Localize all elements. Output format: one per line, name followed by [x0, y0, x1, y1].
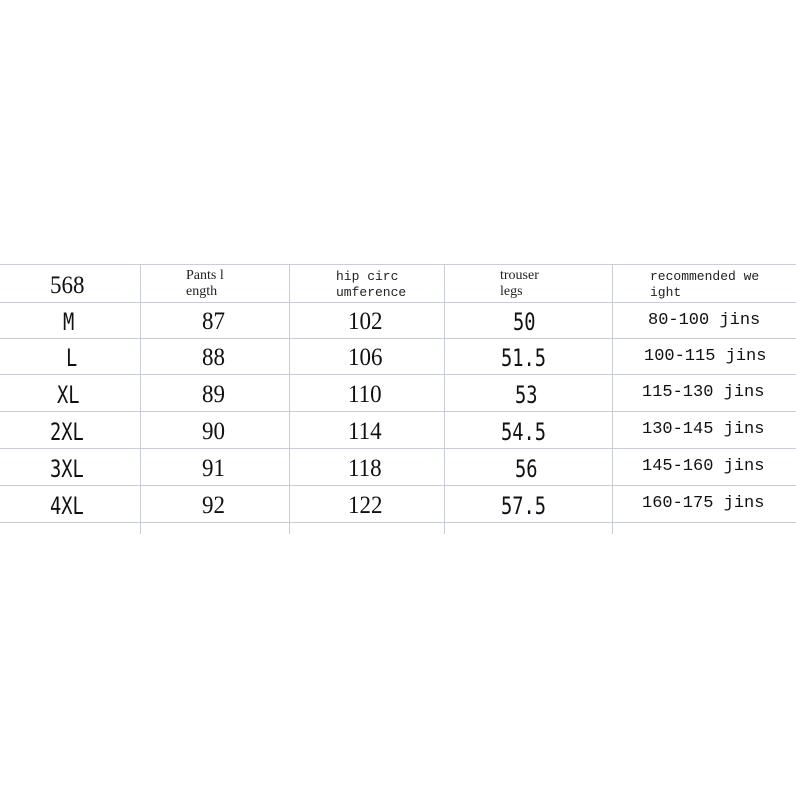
header-size-code: 568 [50, 272, 85, 299]
header-line: recommended we [650, 269, 760, 284]
weight-cell: 80-100 jins [648, 311, 761, 330]
header-line: Pants l [186, 268, 224, 283]
column-divider [140, 264, 141, 534]
pants-length-cell: 90 [202, 418, 225, 445]
header-line: hip circ [336, 269, 399, 284]
hip-cell: 114 [348, 418, 382, 445]
header-line: umference [336, 285, 407, 300]
header-line: legs [500, 284, 523, 299]
pants-length-cell: 92 [202, 492, 225, 519]
header-line: ight [650, 285, 682, 300]
weight-cell: 160-175 jins [642, 494, 765, 513]
row-divider [0, 411, 796, 412]
pants-length-cell: 91 [202, 455, 225, 482]
size-cell: 4XL [50, 492, 84, 520]
row-divider [0, 522, 796, 523]
table-border-top [0, 264, 796, 265]
column-divider [444, 264, 445, 534]
trouser-legs-cell: 50 [513, 308, 536, 336]
header-pants-length [186, 268, 224, 300]
trouser-legs-cell: 56 [515, 455, 538, 483]
trouser-legs-cell: 53 [515, 381, 538, 409]
size-cell: 2XL [50, 418, 84, 446]
header-line: trouser [500, 268, 539, 283]
hip-cell: 122 [348, 492, 383, 519]
trouser-legs-cell: 54.5 [501, 418, 547, 446]
trouser-legs-cell: 51.5 [501, 344, 547, 372]
column-divider [612, 264, 613, 534]
hip-cell: 102 [348, 308, 383, 335]
pants-length-cell: 88 [202, 344, 225, 371]
pants-length-cell: 89 [202, 381, 225, 408]
hip-cell: 118 [348, 455, 382, 482]
weight-cell: 100-115 jins [644, 347, 767, 366]
header-line: ength [186, 284, 218, 299]
size-cell: XL [57, 381, 80, 409]
row-divider [0, 374, 796, 375]
size-cell: M [63, 308, 75, 336]
header-recommended-weight [650, 269, 759, 301]
size-cell: L [66, 344, 78, 372]
header-trouser-legs [500, 268, 539, 300]
hip-cell: 110 [348, 381, 382, 408]
size-chart-table [0, 264, 796, 534]
hip-cell: 106 [348, 344, 383, 371]
row-divider [0, 338, 796, 339]
weight-cell: 115-130 jins [642, 383, 765, 402]
header-hip-circumference [336, 269, 406, 301]
row-divider [0, 302, 796, 303]
weight-cell: 145-160 jins [642, 457, 765, 476]
column-divider [289, 264, 290, 534]
row-divider [0, 448, 796, 449]
trouser-legs-cell: 57.5 [501, 492, 547, 520]
row-divider [0, 485, 796, 486]
pants-length-cell: 87 [202, 308, 225, 335]
weight-cell: 130-145 jins [642, 420, 765, 439]
size-cell: 3XL [50, 455, 84, 483]
